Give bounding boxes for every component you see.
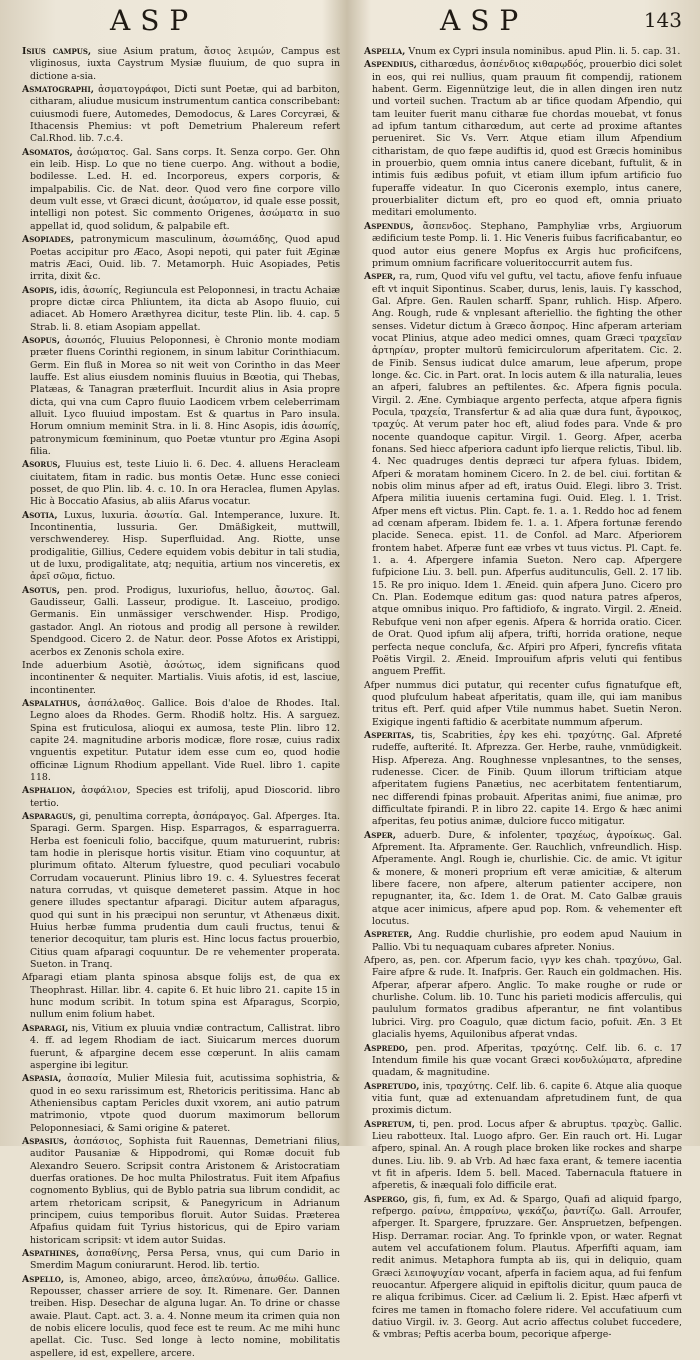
- entry-headword: Aspello,: [22, 1273, 65, 1285]
- entry-headword: Asopis,: [22, 284, 58, 296]
- entry-headword: Aspalathus,: [22, 697, 81, 709]
- entry-headword: Asorus,: [22, 459, 61, 471]
- running-head-right: ASP: [440, 4, 529, 37]
- entry-text: ἀσωπός, Fluuius Peloponnesi, è Chronio monte modiam præter fluens Corinthi regionem, in sinum labitur Corinthiacum. Germ. Ein fluß in Morea so nit weit von Corintho in das Meer lauffe. Est alius eiusdem nominis fluuius in Bœotia, qui Thebas, Platæas, & Tanagran præterfluit. Incurdit alius in Asia propre dicta, qui vna cum Capro fluuio Laodicem vrbem celeberrimam alluit. Lyco fluuiud impostam. Est & quartus in Paro insula. Horum omnium meminit Stra. in li. 8. Hinc Asopis, idis ἀσωπίς, patronymicum fœmininum, quo Poetæ vtuntur pro Ægina Asopi filia.: [30, 334, 340, 457]
- dictionary-entry: [364, 1081, 682, 1118]
- entry-text: Luxus, luxuria. ἀσωτία. Gal. Intemperance, luxure. It. Incontinentia, lussuria. Ger. Dmäßigkeit, muttwill, verschwenderey. Hisp. Superfluidad. Ang. Riotte, unse prodigalitie, Gillius, Cedere equidem vobis debitur in tali studia, ut de luxu, prodigalitate, atq; nequitia, artium nos vinceretis, ex ἀρεῖ σῶμα, fictuo.: [30, 509, 340, 583]
- entry-text: Vnum ex Cypri insula nominibus. apud Plin. li. 5. cap. 31.: [408, 46, 681, 57]
- entry-text: aduerb. Dure, & infolenter, τραχέως, ἀγροίκως. Gal. Afprement. Ita. Afpramente. Ger. Rauchlich, vnfreundlich. Hisp. Afperamente. Angl. Rough ie, churlishie. Cic. de amic. Vt igitur & monere, & moneri proprium eft veræ amicitiæ, & alterum libere facere, non afpere, alterum patienter accipere, non repugnanter, ita, &c. Idem 1. de Orat. M. Cato Galbæ grauis atque acer inimicus, afpere apud pop. Rom. & vehementer eft locutus.: [372, 829, 682, 928]
- entry-headword: Aspendus,: [364, 220, 414, 232]
- dictionary-entry: [364, 730, 682, 829]
- dictionary-entry: [22, 811, 340, 971]
- page-number: 143: [643, 8, 682, 32]
- dictionary-entry: [364, 271, 682, 678]
- dictionary-entry: [22, 147, 340, 233]
- dictionary-entry: [364, 1119, 682, 1193]
- entry-text: siue Asium pratum, ἄσιος λειμών, Campus est vliginosus, iuxta Caystrum Mysiæ fluuium, de quo supra in dictione a-sia.: [30, 46, 340, 82]
- dictionary-entry: [364, 46, 682, 58]
- entry-headword: Asmatographi,: [22, 84, 95, 96]
- entry-headword: Aspella,: [364, 46, 406, 57]
- dictionary-entry: [22, 335, 340, 458]
- entry-headword: Aspretudo,: [364, 1080, 420, 1092]
- entry-headword: Aspergo,: [364, 1193, 409, 1205]
- dictionary-entry: [364, 830, 682, 929]
- dictionary-entry: [22, 972, 340, 1021]
- entry-text: Afparagi etiam planta spinosa absque folijs est, de qua ex Theophrast. Hillar. libr. 4. capite 6. Et huic libro 21. capite 15 in hunc modum scribit. In totum spina est Afparagus, Scorpio, nullum enim folium habet.: [22, 972, 340, 1021]
- entry-text: ti, pen. prod. Locus afper & abruptus. τραχὺς. Gallic. Lieu rabotteux. Ital. Luogo afpro. Ger. Ein rauch ort. Hi. Lugar afpero, spinal. An. A rough place broken like rockes and sharpe dunes. Liu. lib. 9. ab Vrb. Ad hæc faxa erant, & temere iacentia vt fit in afperis. Idem 5. bell. Maced. Tabernacula ftatuere in afperetis, & inæquali folo difficile erat.: [372, 1118, 682, 1192]
- right-column: [364, 46, 683, 1341]
- entry-text: pen. prod. Afperitas, τραχύτης. Celf. lib. 6. c. 17 Intendum fimile his quæ vocant Græci κονδυλώματα, afpredine quadam, & magnitudine.: [372, 1042, 682, 1079]
- entry-headword: Aspathines,: [22, 1248, 80, 1259]
- dictionary-entry: [364, 680, 682, 729]
- entry-headword: Asopiades,: [22, 234, 75, 246]
- entry-text: idis, ἀσωπίς, Regiuncula est Peloponnesi, in tractu Achaiæ propre dictæ circa Phliuntem, ita dicta ab Asopo fluuio, cui adiacet. Ab Homero Aræthyrea dicitur, teste Plin. lib. 4. cap. 5 Strab. li. 8. etiam Asopiam appellat.: [30, 284, 340, 333]
- dictionary-entry: [22, 785, 340, 810]
- entry-text: Inde aduerbium Asotiè, ἀσώτως, idem significans quod incontinenter & nequiter. Martialis. Viuis afotis, id est, lasciue, incontinenter.: [22, 659, 340, 696]
- entry-headword: Isius campus,: [22, 46, 92, 57]
- entry-text: ἀσπαθίνης, Persa Persa, vnus, qui cum Dario in Smerdim Magum coniurarunt. Herod. lib. tertio.: [30, 1248, 340, 1272]
- entry-text: nis, Vitium ex pluuia vndiæ contractum, Callistrat. libro 4. ff. ad legem Rhodiam de iact. Siuicarum merces duorum fuerunt, & afpargine decem esse cœperunt. In aliis camam aspergine ibi legitur.: [30, 1022, 340, 1071]
- entry-text: ἄσπενδος. Stephano, Pamphyliæ vrbs, Argiuorum ædificium teste Pomp. li. 1. Hic Veneris fuibus facrificabantur, eo quod autor eius genere Mopfus ex Argis huc proficifcens, primum omnium facrificare volueritoccurrit autem fus.: [372, 220, 682, 269]
- entry-headword: Aspendius,: [364, 59, 418, 71]
- entry-headword: Asper,: [364, 829, 396, 841]
- dictionary-entry: [364, 1194, 682, 1342]
- entry-text: Fluuius est, teste Liuio li. 6. Dec. 4. alluens Heracleam ciuitatem, fitam in radic. bus montis Oetæ. Hunc esse conieci posset, de quo Plin. lib. 4. c. 10. In ora Heraclea, flumen Apylas. Hic à Boccatio Afasius, ab aliis Afarus vocatur.: [30, 459, 340, 508]
- entry-text: Afpero, as, pen. cor. Afperum facio, ιγγν kes chah. τραχύνω, Gal. Faire afpre & rude. It. Inafpris. Ger. Rauch ein goldmachen. His. Afperar, afperar afpero. Anglic. To make roughe or rude or churlishe. Colum. lib. 10. Tunc his parieti modicis afferculis, qui paululum formatos gradibus afperantur, ne fint volantibus lubrici. Virg. pro Coagulo, quæ dictum facio, pofuit. Æn. 3 Et glacialis hyems, Aquilonibus afperat vndas.: [364, 955, 682, 1041]
- dictionary-entry: [22, 46, 340, 83]
- entry-headword: Aspretum,: [364, 1118, 416, 1130]
- entry-headword: Asphalion,: [22, 785, 76, 797]
- entry-headword: Asotus,: [22, 584, 61, 596]
- entry-text: ἀσπάλαθος. Gallice. Bois d'aloe de Rhodes. Ital. Legno aloes da Rhodes. Germ. Rhodiß holtz. His. A sarguez. Spina est fruticulosa, alioqui ex aumosa, teste Plin. libro 12. capite 24. magnitudine arboris modicæ, flore rosæ, cuius radix vnguentis expetitur. Putatur idem esse cum eo, quod hodie officinæ Lignum Rhodium appellant. Vide Ruel. libro 1. capite 118.: [30, 697, 340, 783]
- dictionary-entry: [22, 698, 340, 784]
- entry-headword: Asper,: [364, 271, 396, 283]
- entry-headword: Aspreter,: [364, 929, 413, 941]
- running-head-left: ASP: [110, 4, 199, 37]
- entry-headword: Asparagus,: [22, 810, 77, 822]
- dictionary-entry: [22, 1023, 340, 1072]
- dictionary-entry: [22, 1248, 340, 1273]
- dictionary-entry: [22, 510, 340, 584]
- entry-text: is, Amoneo, abigo, arceo, ἀπελαύνω, ἀπωθέω. Gallice. Repousser, chasser arriere de soy. It. Rimenare. Ger. Dannen treiben. Hisp. Desechar de alguna lugar. An. To drine or chasse awaie. Plaut. Capt. act. 3. a. 4. Nonne meum ita crimen quia non de nobis elicere loculis, quod fece est te reum. Ac me mihi hunc apellat. Cic. Tusc. Sed longe à lecto nomine, mobilitatis aspellere, id est, expellere, arcere.: [30, 1273, 340, 1359]
- entry-text: Afper nummus dici putatur, qui recenter cufus fignatufque eft, quod plufculum habeat afperitatis, quam ille, qui iam manibus tritus eft. Perf. quid afper Vtile nummus habet. Suetin Neron. Exigique ingenti faftidio & acerbitate nummum afperum.: [364, 679, 682, 728]
- entry-text: ἀσπασία, Mulier Milesia fuit, acutissima sophistria, & quod in eo sexu rarissimum est, Rhetoricis peritissima. Hanc ab Atheniensibus captam Pericles duxit vxorem, ani autio patrum matrimonio, vtpote quod duorum maximorum bellorum Peloponnesiaci, & Sami origine & pateret.: [30, 1073, 340, 1134]
- dictionary-entry: [364, 59, 682, 219]
- entry-headword: Aspasia,: [22, 1073, 62, 1085]
- dictionary-entry: [22, 1136, 340, 1247]
- dictionary-entry: [364, 929, 682, 954]
- entry-text: gi, penultima correpta, ἀσπάραγος. Gal. Afperges. Ita. Sparagi. Germ. Spargen. Hisp. Esparragos, & esparraguerra. Herba est foeniculi folio, baccifque, quum maturuerint, rubris: tam hodie in plerisque hortis visitur. Etiam vino coquuntur, at plurimum ofitato. Alterum fyluestre, quod peculiari vocabulo Corrudam vocauerunt. Plinius libro 19. c. 4. Syluestres fecerat natura corrudas, vt quisque demeteret passim. Atque in hoc genere illudes spectantur afparagi. Dicitur autem afparagus, quod qui sunt in his præcipui non seruntur, vt Athenæus dixit. Huius herbæ fumma prudentia dum cauli fructus, tenui & tenerior decoquitur, tam pluris est. Hinc locus factus prouerbio, Citius quam afparagi coquuntur. De re vehementer properata. Sueton. in Tranq.: [30, 810, 340, 971]
- entry-text: ἀσώματος. Gal. Sans corps. It. Senza corpo. Ger. Ohn ein leib. Hisp. Lo que no tiene cuerpo. Ang. without a bodie, bodilesse. L.ed. H. ed. Incorporeus, expers corporis, & impalpabilis. Cic. de Nat. deor. Quod vero fine corpore villo deum vult esse, vt Græci dicunt, ἀσώματον, id quale esse possit, intelligi non potest. Sic commento Origenes, ἀσώματα in suo appellat id, quod solidum, & palpabile eft.: [30, 146, 340, 232]
- dictionary-entry: [22, 234, 340, 283]
- running-header: [0, 4, 700, 42]
- left-column: [22, 46, 340, 1359]
- entry-text: gis, fi, fum, ex Ad. & Spargo, Quafi ad aliquid fpargo, refpergo. ραίνω, ἐπιρραίνω, ψεκάζω, ῥαντίζω. Gall. Arroufer, afperger. It. Spargere, fpruzzare. Ger. Anspruetzen, befpengen. Hisp. Derramar. rociar. Ang. To fprinkle vpon, or water. Regnat autem vel accufationem folum. Plautus. Afperfifti aquam, iam redit animus. Metaphora fumpta ab iis, qui in deliquio, quam Græci λειποψυχίαν vocant, afperfa in faciem aqua, ad fui fenfum reuocantur. Afpergere aliquid in epiftolis dicitur, quum pauca de re aliqua fcribimus. Cicer. ad Cælium li. 2. Epist. Hæc afperfi vt fcires me tamen in ftomacho folere ridere. Vel accufatiuum cum datiuo Virgil. iv. 3. Georg. Aut acrio affectus colubet fuccedere, & vmbras; Peftis acerba boum, pecorique afperge-: [372, 1193, 682, 1341]
- dictionary-entry: [22, 84, 340, 146]
- entry-text: Ang. Ruddie churlishie, pro eodem apud Nauium in Pallio. Vbi tu nequaquam cubares afpreter. Nonius.: [372, 929, 682, 953]
- entry-text: ἀσματογράφοι, Dicti sunt Poetæ, qui ad barbiton, citharam, aliudue musicum instrumentum cantica conscribebant: cuiusmodi fuere, Automedes, Demodocus, & Lares Corcyræi, & Ithacensis Phemius: vt poft Demetrium Phalereum refert Cal.Rhod. lib. 7.c.4.: [30, 84, 340, 145]
- dictionary-entry: [22, 1073, 340, 1135]
- entry-headword: Asomatos,: [22, 146, 73, 158]
- entry-text: ἀσπάσιος, Sophista fuit Rauennas, Demetriani filius, auditor Pausaniæ & Hippodromi, qui Romæ docuit fub Alexandro Seuero. Scripsit contra Aristonem & Aristocratiam duerfas orationes. De hoc multa Philostratus. Fuit item Afpafius cognomento Byblius, qui de Byblo patria sua librum condidit, ac artem rhetoricam scripsit, & Panegyricum in Adrianum principem, cuius temporibus floruit. Autor Suidas. Præterea Afpafius quidam fuit Tyrius historicus, qui de Epiro variam historicam scripsit: vt idem autor Suidas.: [30, 1135, 340, 1246]
- entry-text: tis, Scabrities, ἐργ kes ehi. τραχύτης. Gal. Afpreté rudeffe, aufterité. It. Afprezza. Ger. Herbe, rauhe, vnmüdigkeit. Hisp. Afpereza. Ang. Roughnesse vnplesantnes, to the senses, rudenesse. Cicer. de Finib. Quum illorum trifticiam atque afperitatem fugiens Panætius, nec acerbitatem fententiarum, nec differendi fpinas probauit. Afperitas animi, fiue animæ, pro difficultate fpirandi. P. in libro 22. capite 14. Ergo & hæc animi afperitas, feu potius animæ, dulciore fucco mitigatur.: [372, 729, 682, 828]
- entry-headword: Asparagi,: [22, 1022, 69, 1034]
- entry-headword: Asopus,: [22, 334, 61, 346]
- entry-headword: Asperitas,: [364, 729, 415, 741]
- entry-text: ἀσφάλιον, Species est trifolij, apud Dioscorid. libro tertio.: [30, 785, 340, 809]
- dictionary-entry: [22, 660, 340, 697]
- entry-headword: Asotia,: [22, 509, 58, 521]
- entry-text: inis, τραχύτης. Celf. lib. 6. capite 6. Atque alia quoque vitia funt, quæ ad extenuandam afpretudinem funt, de qua proximis dictum.: [372, 1080, 682, 1117]
- entry-headword: Aspredo,: [364, 1042, 409, 1054]
- entry-text: patronymicum masculinum, ἀσωπιάδης, Quod apud Poetas accipitur pro Æaco, Asopi nepoti, qui pater fuit Æginæ matris Æaci, Ouid. lib. 7. Metamorph. Huic Asopiades, Petis irrita, dixit &c.: [30, 234, 340, 283]
- dictionary-entry: [22, 459, 340, 508]
- dictionary-entry: [364, 955, 682, 1041]
- dictionary-entry: [364, 1043, 682, 1080]
- entry-headword: Aspasius,: [22, 1135, 68, 1147]
- entry-text: ra, rum, Quod vifu vel guftu, vel tactu, afiove fenfu infuaue eft vt inquit Sipontinus. Scaber, durus, lenis, lauis. Γγ kasschod, Gal. Afpre. Gen. Raulen scharff. Spanr, ruhlich. Hisp. Afpero. Ang. Rough, rude & vnplesant afteriellio. the fighting the other senses. Videtur dictum à Græco ἄσπρος. Hinc afperam arteriam vocat Plinius, atque adeo medici omnes, quam Græci τραχεῖαν ἀρτηρίαν, propter multorū femicirculorum afperitatem. Cic. 2. de Finib. Sensus iudicat dulce amarum, leue afperum, prope longe. &c. Cic. in Part. orat. In locis autem & illa naturalia, leues an afperi, falubres an peftilentes. &c. Afpera fignis pocula. Virgil. 2. Æne. Cymbiaque argento perfecta, atque afpera fignis Pocula, τραχεία, Transfertur & ad alia quæ dura funt, ἄγροικος, τραχύς. At verum pater hoc eft, aliud fodes para. Vnde & pro nocente quandoque capitur. Virgil. 1. Georg. Afper, acerba fonans. Sed hiecc afperiora cadunt ipfo lierque relictis, Tibul. lib. 4. Nec quadruges dentis depræci tur afpera fyluas. Ibidem, Afperi & moratam hominem Cicero. In 2. de bel. ciui. fortitan & nobis olim minus afper ad eft, iratus Ouid. Elegi. libro 3. Trist. Afpera militia iuuenis certamina fugi. Ouid. Eleg. l. 1. Trist. Afper mens eft victus. Plin. Capt. fe. 1. a. 1. Reddo hoc ad fenem ad cœnam afperam. Ibidem fe. 1. a. 1. Afpera fortunæ ferendo placide. Seneca. epist. 11. de Confol. ad Marc. Afperiorem frontem habet. Afperæ funt eæ vrbes vt tuus victus. Pl. Capt. fe. 1. a. 4. Afpergere infamia Sueton. Nero cap. Afpergere fufpicione Liu. 3. bell. pun. Afperfus auditunculis, Gell. 2. 17 lib. 15. Re pro iniquo. Idem 1. Æneid. quin afpera Juno. Cicero pro Cn. Plan. Eodemque editum gas: quod natura patres afperos, atque omnibus iniquo. Pro faftidiofo, & ingrato. Virgil. 2. Æneid. Rebufque veni non afper egenis. Afpera & horrida oratio. Cicer. de Orat. Quod ipfum alij afpera, trifti, horrida oratione, neque perfecta neque conclufa, &c. Afpiri pro Afperi, fyncrefis vfitata Poëtis Virgil. 2. Æneid. Improuifum afpris veluti qui fentibus anguem Preffit.: [372, 271, 682, 678]
- dictionary-entry: [364, 221, 682, 270]
- entry-text: citharœdus, ἀσπένδιος κιθαρῳδός, prouerbio dici solet in eos, qui rei nullius, quam prauum fit compendij, rationem habent. Germ. Eigennützige leut, die in allen dingen iren nutz und vorteil suchen. Tractum ab ar tifice quodam Afpendio, qui tam leuiter fuerit manu citharæ fue chordas mouebat, vt fonus ad ipfum tantum citharœdum, aut certe ad proxime aftantes perueniret. Sic Vs. Verr. Atque etiam illum Afpendium citharistam, de quo fæpe audiftis id, quod est Græcis hominibus in prouerbio, quem omnia intus canere dicebant, fuftulit, & in intimis fuis ædibus pofuit, vt etiam illum ipfum artificio fuo fuperaffe videatur. In quo Ciceronis exemplo, intus canere, prouerbialiter dictum eft, pro eo quod eft, omnia priuato meditari emolumento.: [372, 59, 683, 219]
- dictionary-entry: [22, 1274, 340, 1360]
- dictionary-entry: [22, 285, 340, 334]
- entry-text: pen. prod. Prodigus, luxuriofus, helluo, ἄσωτος. Gal. Gaudisseur, Galli. Lasseur, prodigue. It. Lasceiuo, prodigo. Germanis. Ein unmässiger verschwender. Hisp. Prodigo, gastador. Angl. An riotous and prodig all persone à rewilder. Spendgood. Cicero 2. de Natur. deor. Posse Afotos ex Aristippi, acerbos ex Zenonis schola exire.: [30, 584, 340, 658]
- dictionary-entry: [22, 585, 340, 659]
